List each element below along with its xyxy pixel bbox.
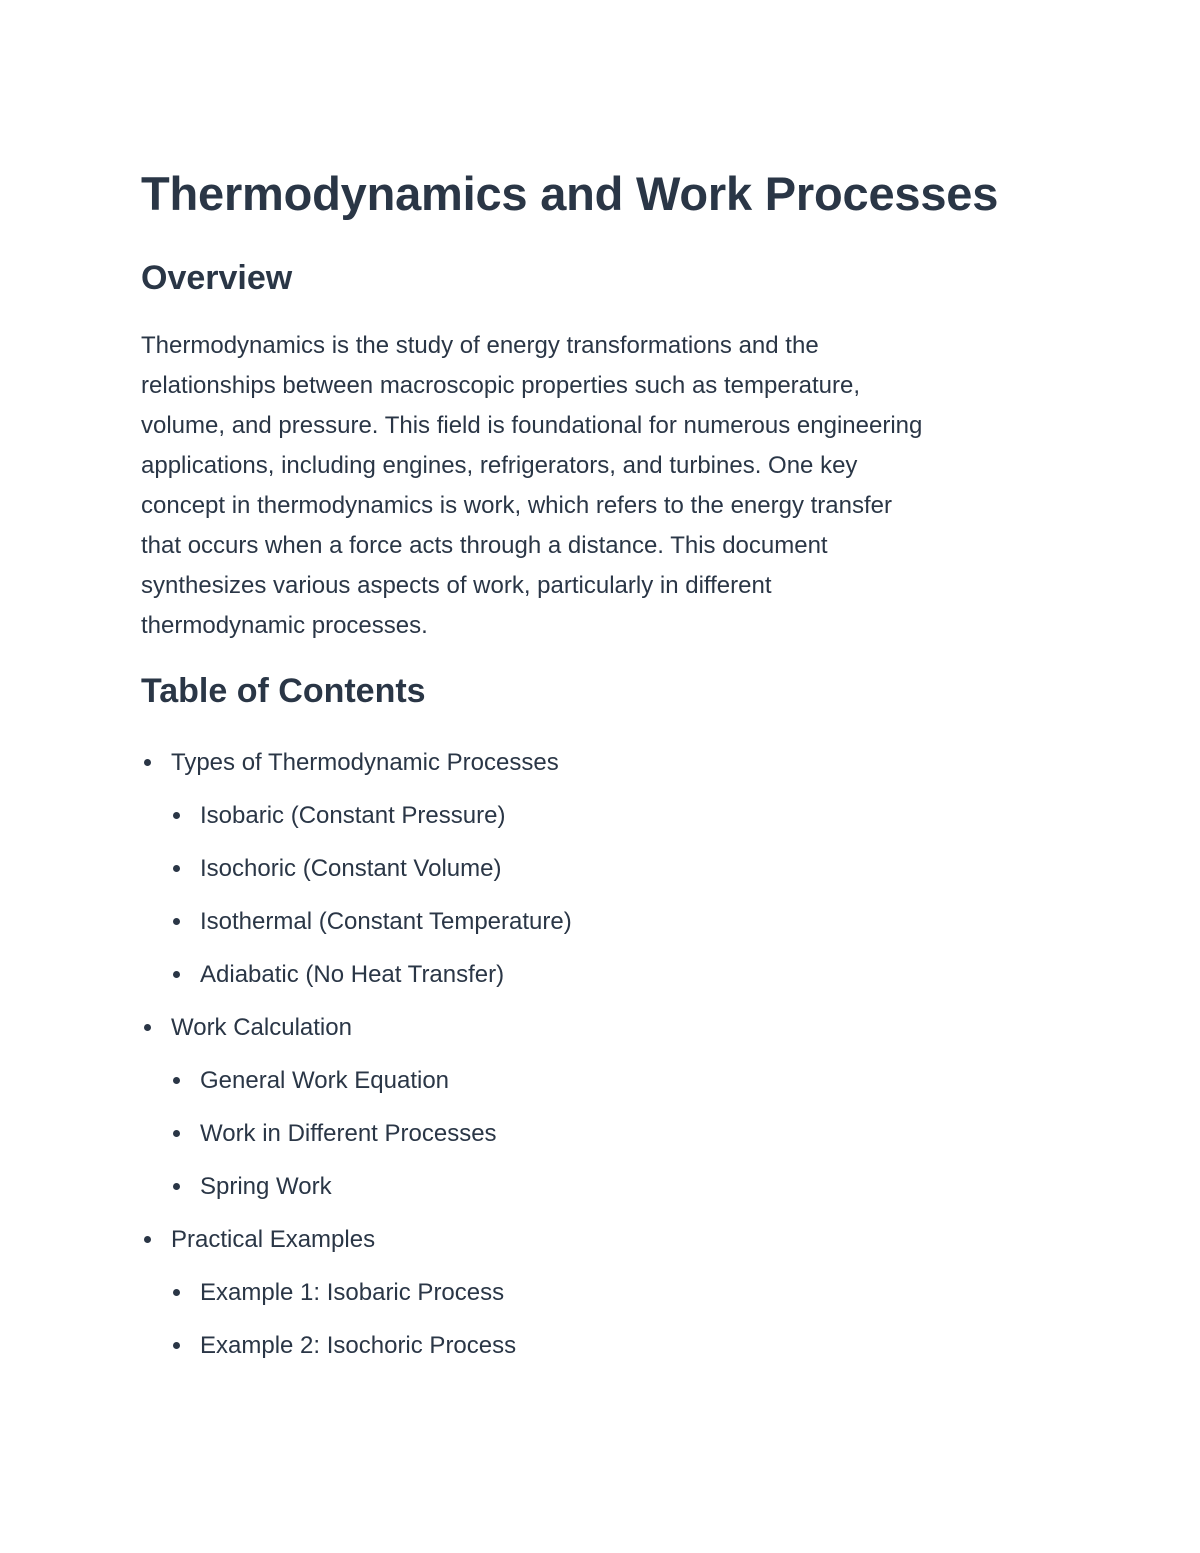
bullet-icon — [144, 1024, 151, 1031]
overview-line: volume, and pressure. This field is foundational for numerous engineering — [141, 412, 923, 439]
toc-item-label: Types of Thermodynamic Processes — [171, 749, 559, 776]
bullet-icon — [173, 971, 180, 978]
table-of-contents — [141, 736, 572, 1372]
overview-paragraph — [141, 326, 1041, 646]
overview-line: that occurs when a force acts through a distance. This document — [141, 532, 828, 559]
toc-item-label: Adiabatic (No Heat Transfer) — [200, 961, 505, 988]
toc-item-label: Example 2: Isochoric Process — [200, 1332, 517, 1359]
overview-line: applications, including engines, refrigerators, and turbines. One key — [141, 452, 858, 479]
bullet-icon — [173, 918, 180, 925]
toc-item-label: Isothermal (Constant Temperature) — [200, 908, 572, 935]
toc-item-label: General Work Equation — [200, 1067, 450, 1094]
toc-subitem — [141, 1160, 572, 1213]
toc-item-label: Isobaric (Constant Pressure) — [200, 802, 506, 829]
bullet-icon — [173, 1289, 180, 1296]
bullet-icon — [173, 1077, 180, 1084]
bullet-icon — [173, 812, 180, 819]
overview-heading: Overview — [141, 259, 293, 297]
bullet-icon — [173, 1130, 180, 1137]
bullet-icon — [144, 1236, 151, 1243]
toc-item-label: Work Calculation — [171, 1014, 352, 1041]
toc-item-label: Work in Different Processes — [200, 1120, 497, 1147]
overview-line: thermodynamic processes. — [141, 612, 428, 639]
toc-subitem — [141, 1319, 572, 1372]
toc-item-label: Practical Examples — [171, 1226, 376, 1253]
toc-subitem — [141, 842, 572, 895]
toc-subitem — [141, 1054, 572, 1107]
bullet-icon — [173, 1342, 180, 1349]
toc-heading: Table of Contents — [141, 672, 426, 710]
toc-item — [141, 736, 572, 789]
bullet-icon — [173, 1183, 180, 1190]
bullet-icon — [144, 759, 151, 766]
overview-line: Thermodynamics is the study of energy transformations and the — [141, 332, 819, 359]
toc-subitem — [141, 895, 572, 948]
document-title: Thermodynamics and Work Processes — [141, 167, 999, 220]
toc-item-label: Example 1: Isobaric Process — [200, 1279, 505, 1306]
toc-item-label: Isochoric (Constant Volume) — [200, 855, 502, 882]
toc-item — [141, 1213, 572, 1266]
toc-item-label: Spring Work — [200, 1173, 332, 1200]
toc-subitem — [141, 789, 572, 842]
overview-line: relationships between macroscopic properties such as temperature, — [141, 372, 861, 399]
toc-item — [141, 1001, 572, 1054]
overview-line: synthesizes various aspects of work, particularly in different — [141, 572, 772, 599]
bullet-icon — [173, 865, 180, 872]
toc-subitem — [141, 1266, 572, 1319]
overview-line: concept in thermodynamics is work, which refers to the energy transfer — [141, 492, 892, 519]
toc-subitem — [141, 948, 572, 1001]
toc-subitem — [141, 1107, 572, 1160]
